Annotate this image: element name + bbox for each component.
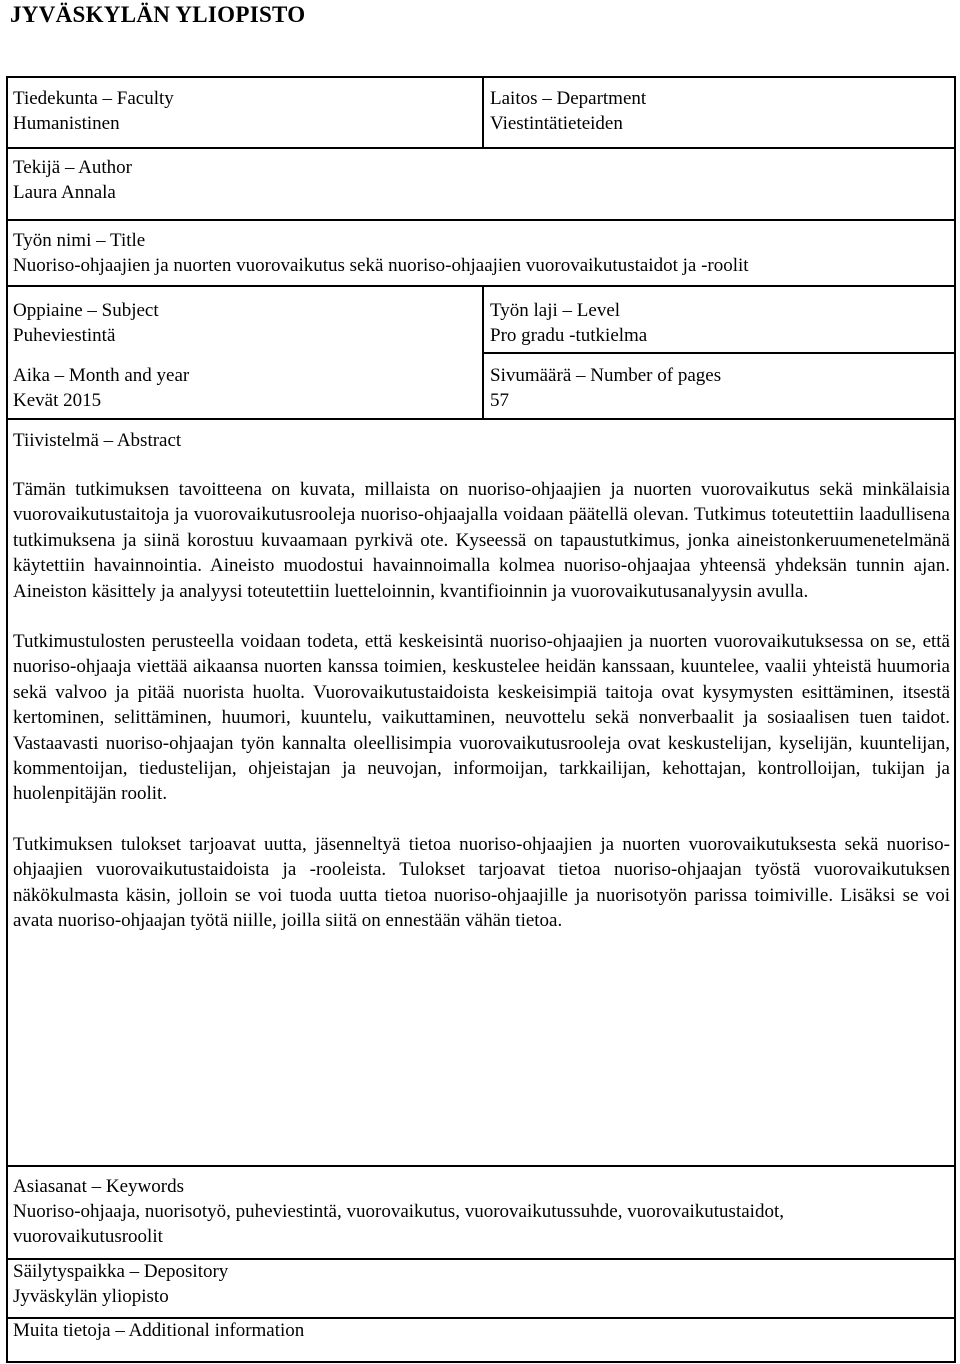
form-border-right bbox=[954, 76, 956, 1363]
date-value: Kevät 2015 bbox=[13, 390, 102, 411]
divider-faculty-department bbox=[482, 76, 484, 148]
rule-after-title bbox=[6, 285, 956, 287]
level-value: Pro gradu -tutkielma bbox=[490, 325, 648, 346]
rule-after-date bbox=[6, 418, 956, 420]
title-value: Nuoriso-ohjaajien ja nuorten vuorovaikutus sekä nuoriso-ohjaajien vuorovaikutustaidot ja -roolit bbox=[13, 255, 749, 276]
abstract-paragraph: Tutkimustulosten perusteella voidaan todeta, että keskeisintä nuoriso-ohjaajien ja nuorten vuorovaikutuksessa on se, että nuoriso-ohjaaja viettää aikaansa nuorten kanssa toimien, keskustelee heidän kanssaan, kuuntelee, vaalii yhteistä huumoria sekä valvoo ja pitää nuorista huolta. Vuorovaikutustaidoista keskeisimpiä taitoja ovat kysymysten esittäminen, itsestä kertominen, selittäminen, huumori, kuuntelu, vaikuttaminen, neuvottelu sekä nonverbaalit ja sosiaalisen tuen taidot. Vastaavasti nuoriso-ohjaajan työn kannalta oleellisimpia vuorovaikutusrooleja ovat keskustelijan, kyselijän, kuuntelijan, kommentoijan, tiedustelijan, ohjeistajan ja neuvojan, informoijan, tarkkailijan, kehottajan, kontrolloijan, tukijan ja huolenpitäjän roolit. bbox=[13, 631, 950, 805]
depository-value: Jyväskylän yliopisto bbox=[13, 1286, 169, 1307]
form-border-bottom bbox=[6, 1361, 956, 1363]
subject-label: Oppiaine – Subject bbox=[13, 300, 159, 321]
author-label: Tekijä – Author bbox=[13, 157, 132, 178]
keywords-cell bbox=[13, 1174, 784, 1249]
rule-after-level bbox=[482, 352, 956, 354]
date-cell bbox=[13, 363, 189, 413]
abstract-paragraph: Tämän tutkimuksen tavoitteena on kuvata, millaista on nuoriso-ohjaajien ja nuorten vuorovaikutus sekä minkälaisia vuorovaikutustaitoja ja vuorovaikutusrooleja nuoriso-ohjaajalla voidaan päätellä olevan. Tutkimus toteutettiin laadullisena tutkimuksena ja siinä korostuu kuvaamaan pyrkivä ote. Kyseessä on tapaustutkimus, jonka aineistonkeruumenetelmänä käytettiin havainnointia. Aineisto muodostui havainnoimalla kolmea nuoriso-ohjaajaa yhteensä yhdeksän tunnin ajan. Aineiston käsittely ja analyysi toteutettiin luetteloinnin, kvantifioinnin ja vuorovaikutusanalyysin avulla. bbox=[13, 479, 950, 602]
keywords-value-line1: Nuoriso-ohjaaja, nuorisotyö, puheviestintä, vuorovaikutus, vuorovaikutussuhde, vuorovaikutustaidot, bbox=[13, 1201, 784, 1222]
author-cell bbox=[13, 155, 132, 205]
title-cell bbox=[13, 228, 749, 278]
form-border-top bbox=[6, 76, 956, 78]
subject-cell bbox=[13, 298, 159, 348]
depository-label: Säilytyspaikka – Depository bbox=[13, 1261, 229, 1282]
department-label: Laitos – Department bbox=[490, 88, 647, 109]
form-border-left bbox=[6, 76, 8, 1363]
subject-value: Puheviestintä bbox=[13, 325, 116, 346]
depository-cell bbox=[13, 1259, 228, 1309]
rule-after-author bbox=[6, 219, 956, 221]
pages-value: 57 bbox=[490, 390, 509, 411]
faculty-cell bbox=[13, 86, 174, 136]
rule-after-faculty bbox=[6, 147, 956, 149]
additional-info-label: Muita tietoja – Additional information bbox=[13, 1320, 305, 1341]
department-value: Viestintätieteiden bbox=[490, 113, 623, 134]
abstract-form bbox=[6, 76, 956, 1363]
pages-cell bbox=[490, 363, 721, 413]
abstract-paragraph: Tutkimuksen tulokset tarjoavat uutta, jäsenneltyä tietoa nuoriso-ohjaajien ja nuorten vuorovaikutuksesta sekä nuoriso-ohjaajien vuorovaikutustaidoista ja -rooleista. Tulokset tarjoavat tietoa nuoriso-ohjaajan työstä vuorovaikutuksen näkökulmasta käsin, jolloin se voi tuoda uutta tietoa nuoriso-ohjaajille ja nuorisotyön parissa toimiville. Lisäksi se voi avata nuoriso-ohjaajan työtä niille, joilla siitä on ennestään vähän tietoa. bbox=[13, 833, 950, 932]
divider-subject-level bbox=[482, 286, 484, 419]
level-cell bbox=[490, 298, 647, 348]
level-label: Työn laji – Level bbox=[490, 300, 621, 321]
pages-label: Sivumäärä – Number of pages bbox=[490, 365, 722, 386]
rule-before-keywords bbox=[6, 1165, 956, 1167]
faculty-label: Tiedekunta – Faculty bbox=[13, 88, 174, 109]
date-label: Aika – Month and year bbox=[13, 365, 190, 386]
department-cell bbox=[490, 86, 646, 136]
keywords-value-line2: vuorovaikutusroolit bbox=[13, 1226, 163, 1247]
abstract-body bbox=[13, 477, 950, 959]
abstract-label: Tiivistelmä – Abstract bbox=[13, 430, 182, 451]
faculty-value: Humanistinen bbox=[13, 113, 120, 134]
additional-info-cell bbox=[13, 1318, 304, 1343]
university-name: JYVÄSKYLÄN YLIOPISTO bbox=[10, 2, 306, 27]
title-label: Työn nimi – Title bbox=[13, 230, 146, 251]
keywords-label: Asiasanat – Keywords bbox=[13, 1176, 184, 1197]
author-value: Laura Annala bbox=[13, 182, 116, 203]
